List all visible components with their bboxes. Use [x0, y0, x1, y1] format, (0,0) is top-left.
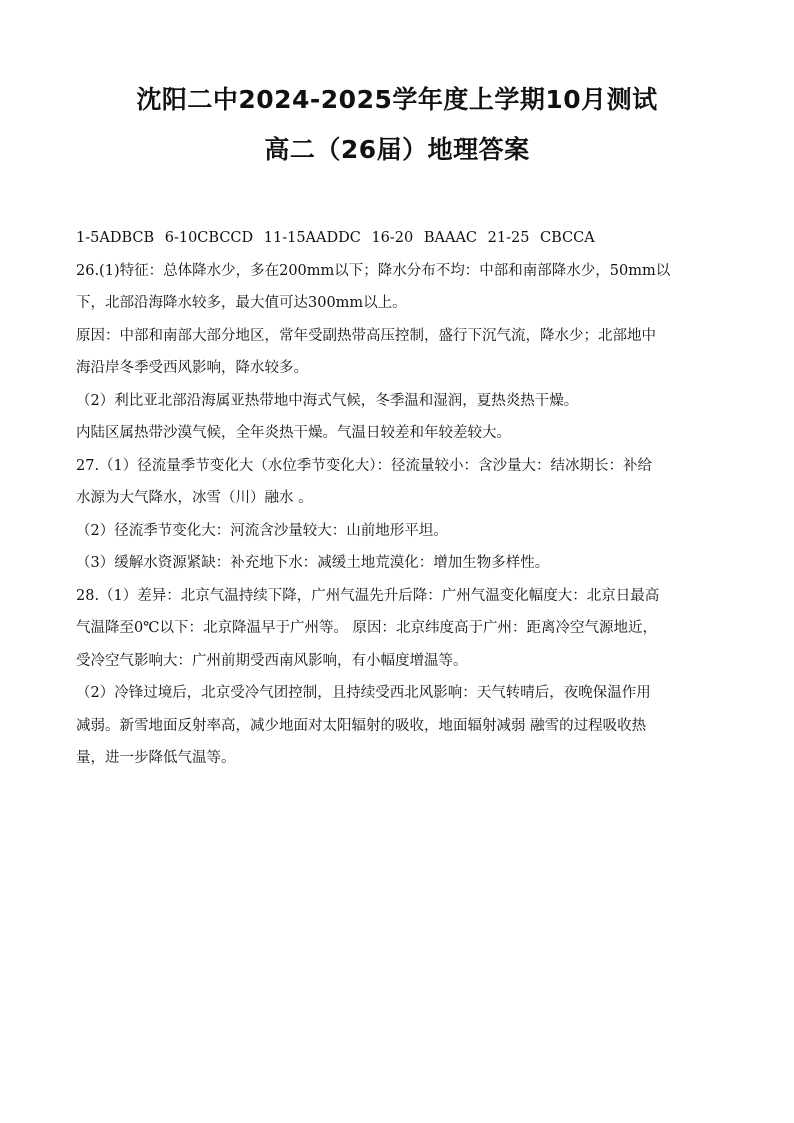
- answer-content: [76, 222, 744, 775]
- answer-line: （3）缓解水资源紧缺：补充地下水：减缓土地荒漠化：增加生物多样性。: [76, 555, 550, 571]
- answer-line: 26.(1)特征：总体降水少，多在200mm以下；降水分布不均：中部和南部降水少，50mm以: [76, 262, 671, 279]
- answer-line: （2）径流季节变化大：河流含沙量较大：山前地形平坦。: [76, 522, 448, 539]
- answer-line: 气温降至0℃以下：北京降温早于广州等。 原因：北京纬度高于广州：距离冷空气源地近，: [76, 620, 658, 636]
- answer-line: （2）利比亚北部沿海属亚热带地中海式气候，冬季温和湿润，夏热炎热干燥。: [76, 392, 579, 409]
- answer-line: 内陆区属热带沙漠气候，全年炎热干燥。气温日较差和年较差较大。: [76, 425, 511, 441]
- answer-line: 减弱。新雪地面反射率高，减少地面对太阳辐射的吸收，地面辐射减弱 融雪的过程吸收热: [76, 717, 647, 734]
- answer-line: 海沿岸冬季受西风影响，降水较多。: [76, 360, 308, 376]
- answer-line: 量，进一步降低气温等。: [76, 750, 236, 766]
- multiple-choice-answers: 1-5ADBCB 6-10CBCCD 11-15AADDC 16-20 BAAAC 21-25 CBCCA: [76, 230, 595, 246]
- answer-line: 原因：中部和南部大部分地区，常年受副热带高压控制，盛行下沉气流，降水少；北部地中: [76, 327, 656, 344]
- answer-line: 下，北部沿海降水较多，最大值可达300mm以上。: [76, 295, 407, 311]
- answer-line: 27.（1）径流量季节变化大（水位季节变化大）：径流量较小：含沙量大：结冰期长：补给: [76, 457, 653, 474]
- answer-line: 受冷空气影响大：广州前期受西南风影响，有小幅度增温等。: [76, 652, 468, 669]
- answer-line: 水源为大气降水，冰雪（川）融水 。: [76, 490, 313, 506]
- exam-title: 沈阳二中2024-2025学年度上学期10月测试: [136, 85, 658, 114]
- answer-subtitle: 高二（26届）地理答案: [264, 135, 530, 164]
- answer-line: （2）冷锋过境后，北京受冷气团控制，且持续受西北风影响：天气转晴后，夜晚保温作用: [76, 685, 651, 701]
- answer-line: 28.（1）差异：北京气温持续下降，广州气温先升后降：广州气温变化幅度大：北京日最高: [76, 587, 660, 604]
